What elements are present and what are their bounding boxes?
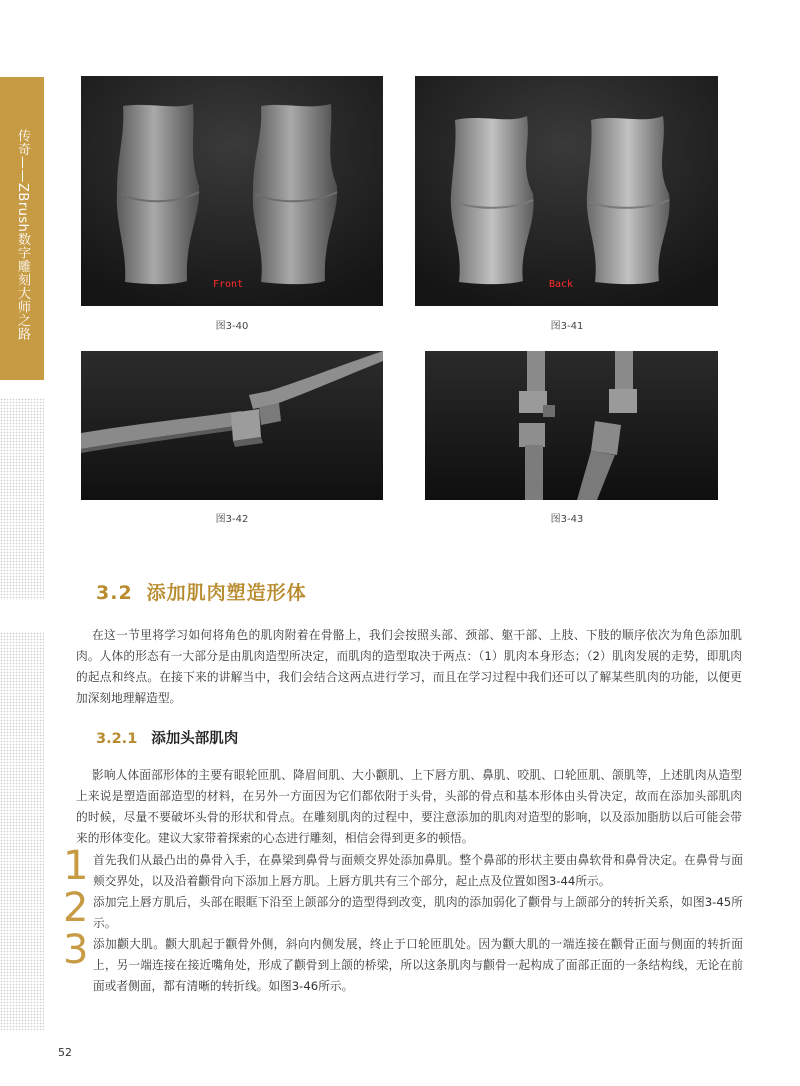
figure-3-43-image xyxy=(425,351,718,500)
section-title: 添加肌肉塑造形体 xyxy=(146,582,307,604)
knee-front-left xyxy=(117,104,199,284)
figure-3-42-image xyxy=(81,351,383,500)
intro-paragraph: 在这一节里将学习如何将角色的肌肉附着在骨骼上，我们会按照头部、颈部、躯干部、上肢、下肢的顺序依次为角色添加肌肉。人体的形态有一大部分是由肌肉造型所决定，而肌肉的造型取决于两点：（1）肌肉本身形态；（2）肌肉发展的走势，即肌肉的起点和终点。在接下来的讲解当中，我们会结合这两点进行学习，而且在学习过程中我们还可以了解某些肌肉的功能，以便更加深刻地理解造型。 xyxy=(76,628,742,705)
sidebar-band xyxy=(0,77,44,380)
step-number: 2 xyxy=(63,885,89,931)
step-text: 添加完上唇方肌后，头部在眼眶下沿至上颌部分的造型得到改变，肌肉的添加弱化了颧骨与上颌部分的转折关系，如图3-45所示。 xyxy=(93,895,743,930)
sidebar-dot-pattern-bottom xyxy=(0,632,44,1030)
step-number: 3 xyxy=(63,927,89,973)
step-text: 首先我们从最凸出的鼻骨入手，在鼻梁到鼻骨与面颊交界处添加鼻肌。整个鼻部的形状主要由鼻软骨和鼻骨决定。在鼻骨与面颊交界处，以及沿着颧骨向下添加上唇方肌。上唇方肌共有三个部分，起止点及位置如图3-44所示。 xyxy=(93,853,743,888)
knee-front-right xyxy=(253,104,337,284)
subsection-paragraph: 影响人体面部形体的主要有眼轮匝肌、降眉间肌、大小颧肌、上下唇方肌、鼻肌、咬肌、口轮匝肌、颌肌等，上述肌肉从造型上来说是塑造面部造型的材料，在另外一方面因为它们都依附于头骨，头部的骨点和基本形体由头骨决定，故而在添加头部肌肉的时候，尽量不要破坏头骨的形状和骨点。在雕刻肌肉的过程中，要注意添加的肌肉对造型的影响，以及添加脂肪以后可能会带来的形体变化。建议大家带着探索的心态进行雕刻，相信会得到更多的顿悟。 xyxy=(76,768,742,845)
book-title-vertical: 传奇——ZBrush数字雕刻大师之路 xyxy=(15,129,30,341)
figure-3-40-view-label: Front xyxy=(213,279,244,290)
step-text: 添加颧大肌。颧大肌起于颧骨外侧，斜向内侧发展，终止于口轮匝肌处。因为颧大肌的一端连接在颧骨正面与侧面的转折面上，另一端连接在接近嘴角处，形成了颧骨到上颌的桥梁，所以这条肌肉与颧骨一起构成了面部正面的一条结构线，无论在前面或者侧面，都有清晰的转折线。如图3-46所示。 xyxy=(93,937,743,993)
figure-3-42-caption: 图3-42 xyxy=(215,514,249,525)
step-number: 1 xyxy=(63,843,89,889)
knee-back-right xyxy=(587,116,670,284)
figure-3-41-image xyxy=(415,76,718,306)
figure-3-43-caption: 图3-43 xyxy=(550,514,584,525)
section-heading xyxy=(96,578,307,605)
subsection-heading xyxy=(96,727,238,748)
figure-3-40-caption: 图3-40 xyxy=(215,321,249,332)
figure-3-41-caption: 图3-41 xyxy=(550,321,584,332)
page-number: 52 xyxy=(58,1046,72,1059)
figure-3-41-view-label: Back xyxy=(549,279,574,290)
subsection-title: 添加头部肌肉 xyxy=(151,731,239,747)
section-number: 3.2 xyxy=(96,582,133,604)
sidebar-dot-pattern-top xyxy=(0,398,44,600)
subsection-number: 3.2.1 xyxy=(96,731,138,747)
knee-back-left xyxy=(451,116,534,284)
figure-3-40-image xyxy=(81,76,383,306)
